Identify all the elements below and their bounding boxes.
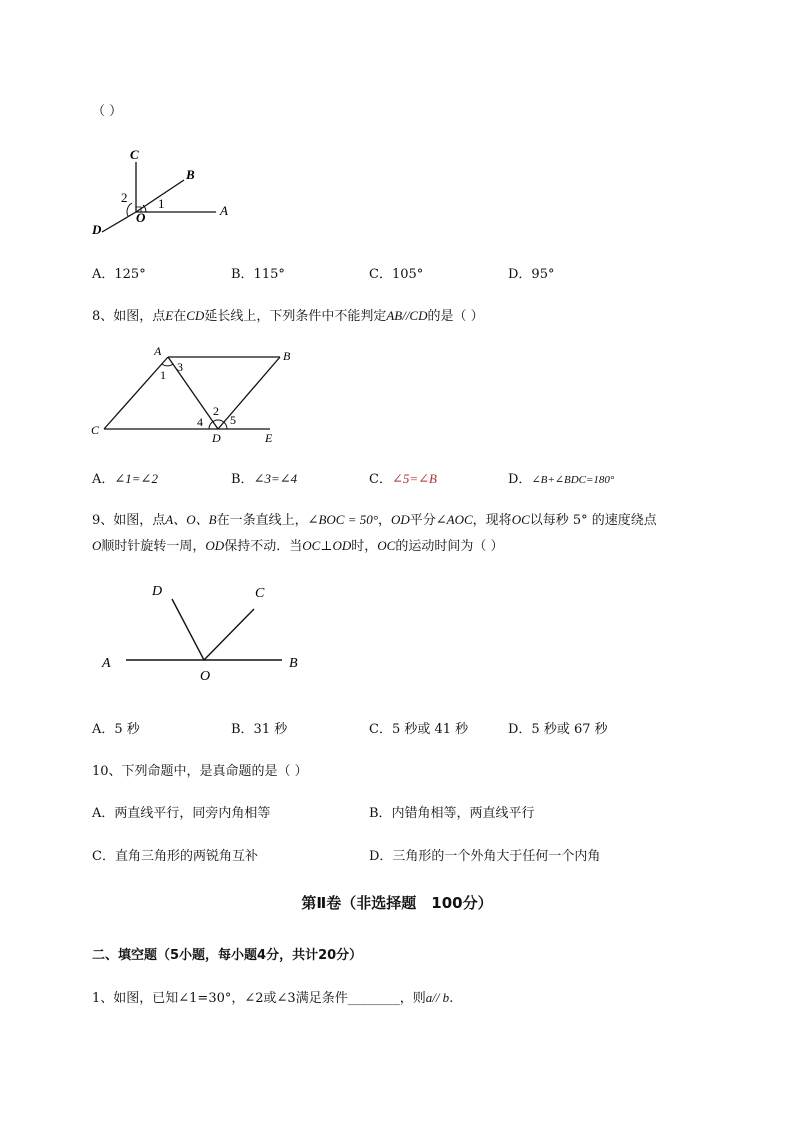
q7-label-D: D: [92, 222, 102, 237]
q9-label-C: C: [255, 586, 265, 601]
q8-label-C: C: [91, 423, 100, 437]
q8-option-a: A．∠1=∠2: [92, 471, 158, 487]
q8-option-c: C．∠5=∠B: [369, 471, 437, 487]
q7-option-c: C．105°: [369, 267, 424, 282]
q9-label-A: A: [102, 656, 111, 671]
q8-label-E: E: [265, 431, 273, 445]
q7-answer-paren: （ ）: [92, 104, 123, 119]
q7-label-C: C: [130, 147, 139, 162]
q7-angle-1: 1: [158, 196, 165, 211]
q7-option-a: A．125°: [92, 267, 146, 282]
q9-option-b: B．31 秒: [231, 722, 288, 737]
q8-label-A: A: [154, 344, 162, 358]
q10-option-c: C．直角三角形的两锐角互补: [92, 849, 258, 864]
q9-stem-line1: 9、如图，点A、O、B在一条直线上，∠BOC = 50°，OD平分∠AOC，现将OC以每秒 5° 的速度绕点: [92, 512, 657, 528]
q8-figure: [88, 342, 308, 448]
q9-option-d: D．5 秒或 67 秒: [508, 722, 608, 737]
q8-angle-1: 1: [160, 368, 166, 382]
q8-label-B: B: [283, 349, 291, 363]
q7-label-A: A: [220, 203, 228, 218]
q7-label-O: O: [136, 210, 146, 225]
q8-label-D: D: [212, 431, 221, 445]
fill-q1-stem: 1、如图，已知∠1=30°，∠2或∠3满足条件________，则a// b.: [92, 990, 454, 1006]
part2-title: 第Ⅱ卷（非选择题 100分）: [301, 894, 493, 912]
q9-figure: [96, 578, 316, 686]
q7-figure: [88, 140, 248, 240]
q8-stem: 8、如图，点E在CD延长线上，下列条件中不能判定AB//CD的是（ ）: [92, 308, 484, 324]
q9-stem-line2: O顺时针旋转一周，OD保持不动．当OC⊥OD时，OC的运动时间为（ ）: [92, 538, 504, 554]
q7-label-B: B: [186, 167, 195, 182]
q9-label-D: D: [152, 584, 163, 599]
q8-angle-5: 5: [230, 413, 236, 427]
q8-angle-3: 3: [177, 360, 183, 374]
q9-label-O: O: [200, 669, 211, 684]
q7-option-b: B．115°: [231, 267, 285, 282]
q8-option-d: D．∠B+∠BDC=180°: [508, 472, 615, 487]
q9-option-c: C．5 秒或 41 秒: [369, 722, 469, 737]
q10-stem: 10、下列命题中，是真命题的是（ ）: [92, 764, 308, 779]
q10-option-a: A．两直线平行，同旁内角相等: [92, 806, 271, 821]
section-fill-in-heading: 二、填空题（5小题，每小题4分，共计20分）: [92, 948, 363, 963]
q8-angle-4: 4: [197, 415, 203, 429]
q7-angle-2: 2: [121, 190, 128, 205]
q7-option-d: D．95°: [508, 267, 555, 282]
q10-option-d: D．三角形的一个外角大于任何一个内角: [369, 849, 601, 864]
q8-angle-2: 2: [213, 404, 219, 418]
q10-option-b: B．内错角相等，两直线平行: [369, 806, 535, 821]
q9-option-a: A．5 秒: [92, 722, 140, 737]
q9-label-B: B: [289, 656, 298, 671]
q8-option-b: B．∠3=∠4: [231, 471, 298, 487]
